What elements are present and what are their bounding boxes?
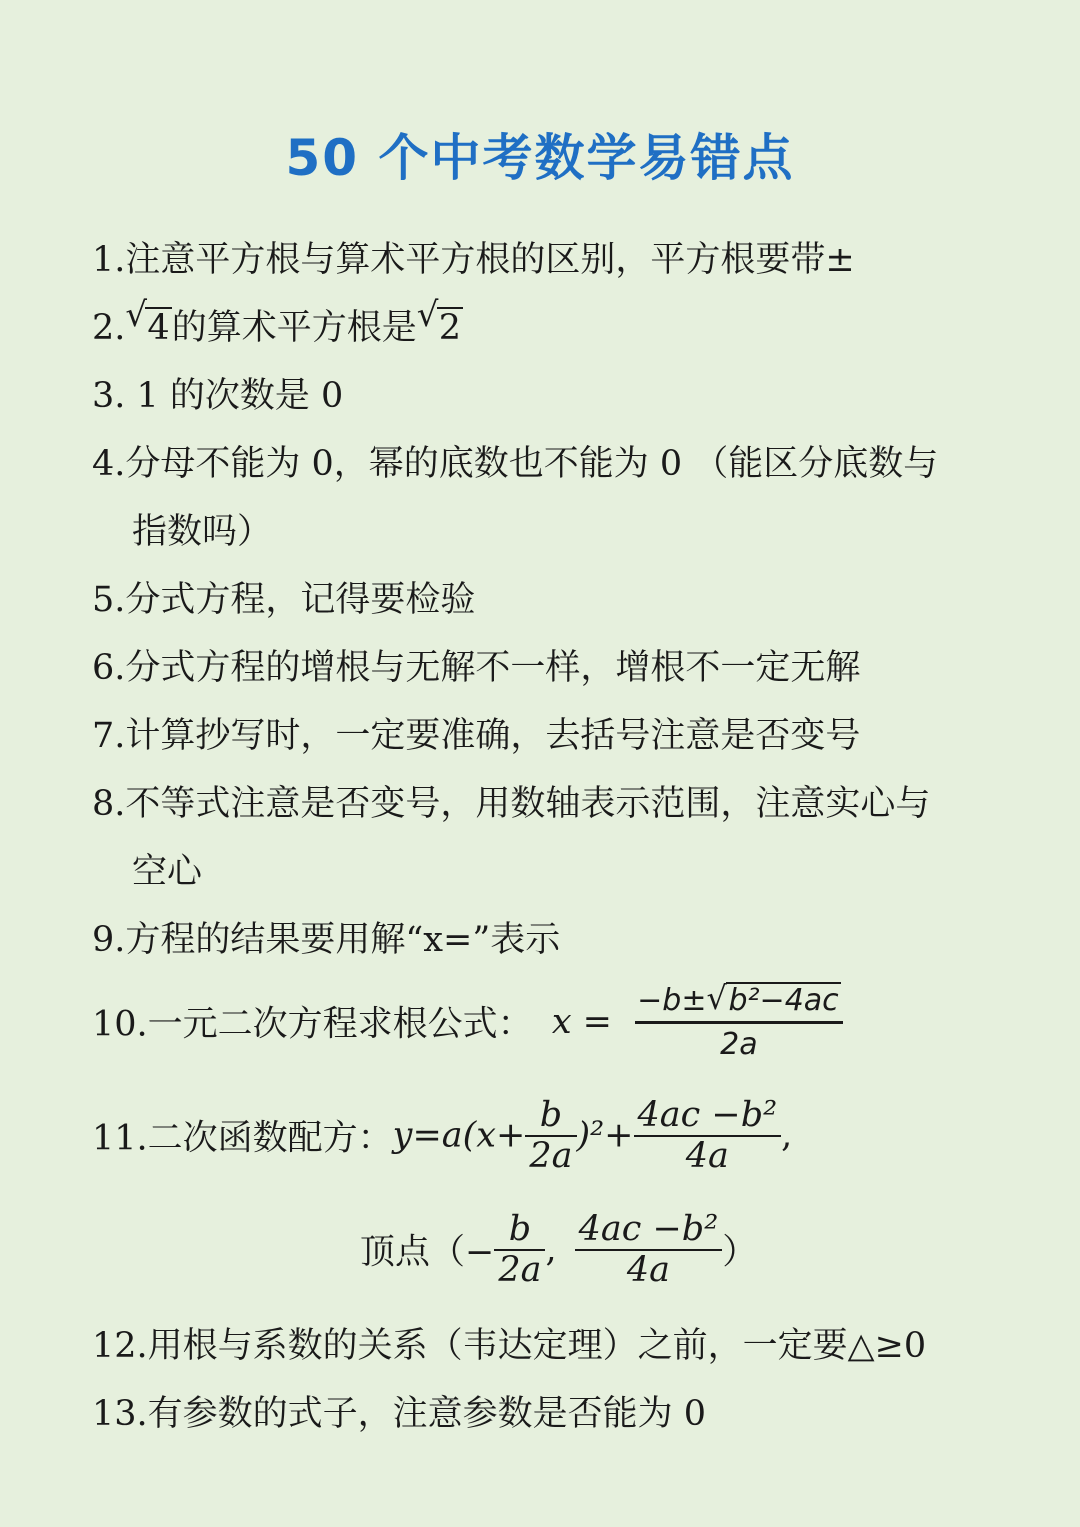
list-item-10 (92, 979, 843, 1092)
radical-sign-icon: √ (416, 295, 439, 335)
list-item-1: 1.注意平方根与算术平方根的区别，平方根要带± (92, 240, 855, 280)
vertex-close: ） (722, 1232, 758, 1273)
list-item-9: 9.方程的结果要用解“x=”表示 (92, 920, 561, 960)
list-item-8-line-1: 8.不等式注意是否变号，用数轴表示范围，注意实心与 (92, 784, 931, 824)
fraction-numerator: b (525, 1096, 576, 1137)
item-2-text: 的算术平方根是 (171, 308, 417, 348)
list-item-8-line-2: 空心 (132, 852, 203, 892)
item-10-label: 10.一元二次方程求根公式： (92, 1004, 533, 1045)
radicand: 2 (438, 308, 461, 348)
list-item-12: 12.用根与系数的关系（韦达定理）之前，一定要△≥0 (92, 1326, 927, 1366)
radicand: b²−4ac (728, 983, 839, 1018)
fraction-numerator: 4ac −b² (575, 1210, 723, 1251)
fraction-denominator: 4a (626, 1249, 670, 1290)
vertex-label: 顶点（− (360, 1232, 495, 1273)
fraction-b-over-2a (525, 1096, 576, 1175)
vertex-x-fraction (494, 1210, 545, 1289)
list-item-2 (92, 294, 992, 362)
fraction-numerator: 4ac −b² (634, 1096, 782, 1137)
vertex-comma: , (545, 1229, 557, 1270)
fraction-numerator: b (494, 1210, 545, 1251)
sqrt-2 (417, 294, 463, 362)
fraction-numerator (635, 979, 843, 1024)
fraction-denominator: 2a (720, 1027, 758, 1062)
item-11-after: )²+ (576, 1115, 634, 1156)
radical-sign-icon: √ (125, 295, 148, 335)
item-2-number: 2. (92, 308, 126, 348)
radicand: 4 (147, 308, 170, 348)
radical-sign-icon: √ (706, 979, 727, 1017)
list-item-3: 3. 1 的次数是 0 (92, 376, 344, 416)
list-item-13: 13.有参数的式子，注意参数是否能为 0 (92, 1394, 707, 1434)
vertex-line (360, 1210, 757, 1289)
list-item-6: 6.分式方程的增根与无解不一样，增根不一定无解 (92, 648, 861, 688)
item-11-comma: , (781, 1115, 793, 1156)
list-item-11 (92, 1096, 792, 1175)
item-11-label: 11.二次函数配方： (92, 1118, 393, 1159)
item-11-expr: y=a(x+ (392, 1115, 526, 1156)
list-item-5: 5.分式方程，记得要检验 (92, 580, 476, 620)
sqrt-4 (125, 294, 171, 362)
list-item-7: 7.计算抄写时，一定要准确，去括号注意是否变号 (92, 716, 861, 756)
item-10-lhs: x = (551, 1001, 613, 1042)
page-title: 50 个中考数学易错点 (285, 129, 795, 187)
list-item-4-line-2: 指数吗） (132, 512, 273, 552)
quadratic-formula-fraction (635, 979, 843, 1062)
fraction-k (634, 1096, 782, 1175)
vertex-y-fraction (575, 1210, 723, 1289)
fraction-denominator: 4a (685, 1135, 729, 1176)
numerator-prefix: −b± (637, 983, 707, 1018)
list-item-4-line-1: 4.分母不能为 0，幂的底数也不能为 0 （能区分底数与 (92, 444, 939, 484)
sqrt-discriminant (706, 979, 840, 1018)
fraction-denominator: 2a (498, 1249, 542, 1290)
fraction-denominator: 2a (529, 1135, 573, 1176)
